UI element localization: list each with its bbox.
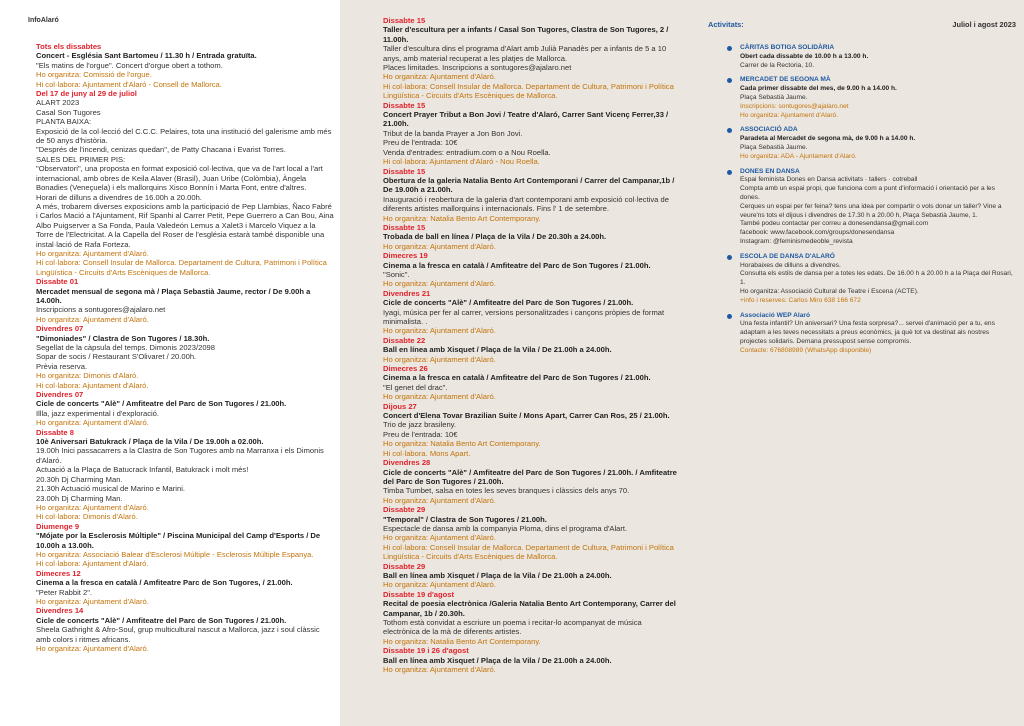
event-date: Dissabte 19 d'agost xyxy=(383,589,455,599)
event-date: Dissabte 15 xyxy=(383,166,426,176)
event-date: Divendres 07 xyxy=(36,390,84,400)
event-title: "Mójate por la Esclerosis Múltiple" / Piscina Municipal del Camp d'Esports / De 10.00h a 13.00h. xyxy=(36,531,321,550)
column-left xyxy=(0,0,340,726)
event-item xyxy=(36,428,334,522)
event-date: Dissabte 15 xyxy=(383,100,426,110)
event-title: Concert Prayer Tribut a Bon Jovi / Teatre d'Alaró, Carrer Sant Vicenç Ferrer,33 / 21.00h. xyxy=(383,110,669,129)
event-title: "Dimoniades" / Clastra de Son Tugores / 18.30h. xyxy=(36,333,210,343)
event-title: Cicle de concerts "Alè" / Amfiteatre del Parc de Son Tugores / 21.00h. xyxy=(36,399,287,409)
event-title: 10è Aniversari Batukrack / Plaça de la Vila / De 19.00h a 02.00h. xyxy=(36,437,264,447)
event-title: Ball en línea amb Xisquet / Plaça de la Vila / De 21.00h a 24.00h. xyxy=(383,570,612,580)
event-organizer: Ho organitza: Dimonis d'Alaró. xyxy=(36,371,139,381)
event-date: Dimecres 12 xyxy=(36,568,81,578)
event-title: Cicle de concerts "Alè" / Amfiteatre del Parc de Son Tugores / 21.00h. / Amfiteatre del Parc de Son Tugores / 21.00h. xyxy=(383,467,677,486)
event-date: Divendres 07 xyxy=(36,324,84,334)
activity-schedule: Obert cada dissabte de 10.00 h a 13.00 h. xyxy=(740,52,869,60)
activity-body: Plaça Sebastià Jaume. xyxy=(740,143,808,151)
event-organizer: Ho organitza: Ajuntament d'Alaró. xyxy=(383,241,496,251)
event-organizer: Ho organitza: Natalia Bento Art Contemporany. xyxy=(383,439,541,449)
event-title: Recital de poesia electrònica /Galeria Natalia Bento Art Contemporany, Carrer del Campanar, 1b / 20.30h. xyxy=(383,599,676,618)
event-date: Divendres 21 xyxy=(383,288,431,298)
activity-organizer: Contacte: 676808989 (WhatsApp disponible) xyxy=(740,346,872,354)
event-organizer: Ho organitza: Ajuntament d'Alaró. xyxy=(383,354,496,364)
activity-schedule: Paradeta al Mercadet de segona mà, de 9.00 h a 14.00 h. xyxy=(740,135,916,143)
activity-item xyxy=(708,44,1016,70)
event-title: Concert - Església Sant Bartomeu / 11.30 h / Entrada gratuïta. xyxy=(36,51,257,61)
event-date: Dissabte 15 xyxy=(383,222,426,232)
event-organizer: Ho organitza: Ajuntament d'Alaró. xyxy=(383,580,496,590)
event-body: "Peter Rabbit 2". xyxy=(36,587,93,597)
event-title: Mercadet mensual de segona mà / Plaça Sebastià Jaume, rector / De 9.00h a 14.00h. xyxy=(36,286,311,305)
event-organizer: Ho organitza: Ajuntament d'Alaró. xyxy=(383,392,496,402)
activity-list xyxy=(708,44,1016,356)
event-date: Divendres 28 xyxy=(383,458,431,468)
event-item xyxy=(383,223,680,251)
activity-heading: ESCOLA DE DANSA D'ALARÓ xyxy=(740,252,835,260)
activity-item xyxy=(708,312,1016,356)
activities-title: Activitats: xyxy=(708,20,744,29)
event-item xyxy=(36,390,334,428)
event-item xyxy=(36,522,334,569)
event-item xyxy=(383,646,680,674)
event-collaborator: Hi col·labora: Consell Insular de Mallorca. Departament de Cultura, Patrimoni i Política Lingüística - Circuits d'Arts Escèniques de Mallorca. xyxy=(383,81,674,101)
event-item xyxy=(36,42,334,89)
event-date: Dimecres 19 xyxy=(383,251,428,261)
event-body: ALART 2023 Casal Son Tugores PLANTA BAIXA: Exposició de la col·lecció del C.C.C. Pelaires, tota una institució del galerisme amb més de 50 anys d'història. "Després de l'incendi, cenizas quedan", de Patty Chacana i Evarist Torres. SALES DEL PRIMER PIS: "Observatori", una proposta en format exposició col·lectiva, que va de l'art local a l'art internacional, amb obres de Keila Alaver (Brasil), Juan Uribe (Colòmbia), Àngela Bonadies (Veneçuela) i els mallorquins Xisco Bonnín i Marta Font, entre d'altres. Horari de dilluns a divendres de 16.00h a 20.00h. A més, trobarem diverses exposicions amb la participació de Pep Llambias, Ñaco Fabré i Carlos Mació a l'Ajuntament, Rif Spanhi al Carrer Petit, Pepe Guerrero a Can Bou, Aina Albo Puigserver a Sa Fonda, Paula Valedeón Lemus a Xalet3 i Marcelo Viquez a la Torre de l'Electricitat. A la Capella del Roser de l'església estarà també disponible una instal·lació de Rafa Forteza. xyxy=(36,98,334,249)
event-body: Segellat de la càpsula del temps. Dimonis 2023/2098 Sopar de socis / Restaurant S'Olivaret / 20.00h. Prèvia reserva. xyxy=(36,343,215,371)
event-body: Tothom està convidat a escriure un poema i recitar-lo acompanyat de música electrònica de la mà de diferents artistes. xyxy=(383,618,642,637)
event-title: Cicle de concerts "Alè" / Amfiteatre del Parc de Son Tugores / 21.00h. xyxy=(383,298,634,308)
event-organizer: Ho organitza: Ajuntament d'Alaró. xyxy=(36,248,149,258)
event-list-middle xyxy=(383,16,680,674)
event-body: Inscripcions a sontugores@ajalaro.net xyxy=(36,305,166,315)
event-item xyxy=(383,402,680,458)
bullet-icon xyxy=(727,128,732,133)
event-body: Sheela Gathright & Afro-Soul, grup multicultural nascut a Mallorca, jazz i soul clàssic amb colors i ritmes africans. xyxy=(36,625,320,644)
event-organizer: Ho organitza: Ajuntament d'Alaró. xyxy=(383,533,496,543)
event-body: 19.00h Inici passacarrers a la Clastra de Son Tugores amb na Marranxa i els Dimonis d'Alaró. Actuació a la Plaça de Batucrack Infantil, Batukrack i molt més! 20.30h Dj Charming Man. 21.30h Actuació musical de Marino e Marini. 23.00h Dj Charming Man. xyxy=(36,446,324,503)
event-item xyxy=(36,89,334,277)
event-item xyxy=(383,251,680,289)
event-collaborator: Hi col·labora: Dimonis d'Alaró. xyxy=(36,512,138,522)
event-body: Tribut de la banda Prayer a Jon Bon Jovi. Preu de l'entrada: 10€ Venda d'entrades: entradium.com o a Nou Roella. xyxy=(383,128,551,157)
event-list-left xyxy=(36,42,334,653)
event-date: Dissabte 22 xyxy=(383,335,426,345)
event-organizer: Ho organitza: Ajuntament d'Alaró. xyxy=(383,665,496,675)
event-item xyxy=(383,101,680,167)
event-title: Trobada de ball en línea / Plaça de la Vila / De 20.30h a 24.00h. xyxy=(383,232,607,242)
event-item xyxy=(36,569,334,607)
event-collaborator: Hi col·labora: Ajuntament d'Alaró - Consell de Mallorca. xyxy=(36,79,222,89)
activity-heading: DONES EN DANSA xyxy=(740,167,800,175)
activity-item xyxy=(708,253,1016,306)
event-date: Dimecres 26 xyxy=(383,364,428,374)
event-title: Ball en línea amb Xisquet / Plaça de la Vila / De 21.00h a 24.00h. xyxy=(383,345,612,355)
event-date: Dissabte 01 xyxy=(36,277,79,287)
event-body: Timba Tumbet, salsa en totes les seves branques i clàssics dels anys 70. xyxy=(383,486,630,496)
event-date: Tots els dissabtes xyxy=(36,42,102,51)
event-title: Cinema a la fresca en català / Amfiteatre Parc de Son Tugores, / 21.00h. xyxy=(36,578,293,588)
event-body: "Els matins de l'orgue". Concert d'orgue obert a tothom. xyxy=(36,60,223,70)
period-date: Juliol i agost 2023 xyxy=(952,20,1016,29)
activity-organizer: Ho organitza: ADA - Ajuntament d'Alaró. xyxy=(740,152,857,160)
event-date: Dissabte 15 xyxy=(383,16,426,25)
event-date: Dissabte 29 xyxy=(383,561,426,571)
activity-organizer: Inscripcions: sontugores@ajalaro.net Ho organitza: Ajuntament d'Alaró. xyxy=(740,102,849,119)
event-organizer: Ho organitza: Ajuntament d'Alaró. xyxy=(383,279,496,289)
event-item xyxy=(383,336,680,364)
brand-label: InfoAlaró xyxy=(28,17,59,24)
event-body: "Sonic". xyxy=(383,269,410,279)
event-date: Dijous 27 xyxy=(383,401,417,411)
event-organizer: Hi col·labora: Ajuntament d'Alaró - Nou Roella. xyxy=(383,157,540,167)
activities-header xyxy=(708,20,1016,29)
event-body: "El genet del drac". xyxy=(383,382,448,392)
event-title: Ball en línea amb Xisquet / Plaça de la Vila / De 21.00h a 24.00h. xyxy=(383,655,612,665)
bullet-icon xyxy=(727,314,732,319)
event-organizer: Ho organitza: Ajuntament d'Alaró. xyxy=(383,72,496,82)
activity-item xyxy=(708,76,1016,120)
event-collaborator: Hi col·labora: Ajuntament d'Alaró. xyxy=(36,380,149,390)
event-body: Inauguració i reobertura de la galeria d'art contemporani amb exposició col·lectiva de diferents artistes mallorquins i internacionals. Fins l' 1 de setembre. xyxy=(383,194,669,214)
event-organizer: Ho organitza: Ajuntament d'Alaró. xyxy=(36,644,149,653)
column-middle xyxy=(340,0,686,726)
activity-heading: MERCADET DE SEGONA MÀ xyxy=(740,76,831,84)
event-body: Taller d'escultura dins el programa d'Alart amb Julià Panadès per a infants de 5 a 10 anys, amb material recuperat a les platjes de Mallorca. Places limitades. Inscripcions a sontugores@ajalaro.net xyxy=(383,44,667,73)
event-item xyxy=(383,458,680,505)
event-body: Illla, jazz experimental i d'exploració. xyxy=(36,408,160,418)
event-title: Cinema a la fresca en català / Amfiteatre del Parc de Son Tugores / 21.00h. xyxy=(383,260,651,270)
event-body: Trio de jazz brasileny. Preu de l'entrada: 10€ xyxy=(383,420,458,439)
event-title: Cinema a la fresca en català / Amfiteatre del Parc de Son Tugores / 21.00h. xyxy=(383,373,651,383)
event-body: Espectacle de dansa amb la companyia Ploma, dins el programa d'Alart. xyxy=(383,523,628,533)
activity-heading: CÀRITAS BOTIGA SOLIDÀRIA xyxy=(740,44,835,51)
bullet-icon xyxy=(727,46,732,51)
event-title: Concert d'Elena Tovar Brazilian Suite / Mons Apart, Carrer Can Ros, 25 / 21.00h. xyxy=(383,411,670,421)
event-organizer: Ho organitza: Natalia Bento Art Contemporany. xyxy=(383,636,541,646)
activity-heading: ASSOCIACIÓ ADA xyxy=(740,126,798,134)
activity-body: Horabaixes de dilluns a divendres. Consulta els estils de dansa per a totes les edats. De 16.00 h a 20.00 h a la Plaça del Rosari, 1. Ho organitza: Associació Cultural de Teatre i Escena (ACTE). xyxy=(740,261,1013,295)
event-item xyxy=(383,167,680,223)
event-item xyxy=(36,606,334,653)
bullet-icon xyxy=(727,170,732,175)
event-organizer: Ho organitza: Ajuntament d'Alaró. xyxy=(36,596,149,606)
event-date: Diumenge 9 xyxy=(36,521,80,531)
activity-body: Plaça Sebastià Jaume. xyxy=(740,93,808,101)
event-collaborator: Hi col·labora: Consell Insular de Mallorca. Departament de Cultura, Patrimoni i Política Lingüística - Circuits d'Arts Escèniques de Mallorca. xyxy=(36,258,327,277)
event-organizer: Ho organitza: Comissió de l'orgue. xyxy=(36,70,152,80)
bullet-icon xyxy=(727,78,732,83)
activity-body: Espai feminista Dones en Dansa activitats · tallers · cotreball Compta amb un espai propi, que funciona com a punt d'informació i orientació per a les dones. Cerques un espai per fer feina? tens una idea per compartir o vols donar un taller? Vine a veure'ns tots el dijous i divendres de 17.30 h a 20.00 h, Plaça Sebastià Jaume, 1. També podeu contactar per correu a donesendansa@gmail.com facebook: www.facebook.com/groups/donesendansa Instagram: @feminismedeoble_revista xyxy=(740,176,1002,245)
event-collaborator: Hi col·labora: Ajuntament d'Alaró. xyxy=(36,559,149,569)
event-title: Taller d'escultura per a infants / Casal Son Tugores, Clastra de Son Tugores, 2 / 11.00h. xyxy=(383,25,669,44)
activity-body: Una festa infantil? Un aniversari? Una festa sorpresa?... servei d'animació per a tu, ens adaptam a les teves necessitats a preus econòmics, ja què tot va destinat als nostres projectes solidaris. Demana pressupost sense compromís. xyxy=(740,320,995,345)
event-organizer: Ho organitza: Ajuntament d'Alaró. xyxy=(36,314,149,324)
event-item xyxy=(383,562,680,590)
event-item xyxy=(383,505,680,561)
event-title: Obertura de la galeria Natalia Bento Art Contemporani / Carrer del Campanar,1b / De 19.00h a 21.00h. xyxy=(383,175,675,195)
event-item xyxy=(383,364,680,402)
event-item xyxy=(36,277,334,324)
event-collaborator: Hi col·labora: Consell Insular de Mallorca. Departament de Cultura, Patrimoni i Política Lingüística - Circuits d'Arts Escèniques de Mallorca. xyxy=(383,542,674,562)
event-item xyxy=(383,16,680,101)
event-organizer: Ho organitza: Natalia Bento Art Contemporany. xyxy=(383,213,541,223)
activity-heading: Associació WEP Alaró xyxy=(740,311,810,319)
event-organizer: Ho organitza: Ajuntament d'Alaró. xyxy=(36,418,149,428)
event-item xyxy=(383,289,680,336)
event-date: Del 17 de juny al 29 de juliol xyxy=(36,89,137,99)
event-organizer: Ho organitza: Ajuntament d'Alaró. xyxy=(383,495,496,505)
activity-organizer: +info i reserves: Carlos Miro 638 166 672 xyxy=(740,296,861,304)
column-right xyxy=(686,0,1024,726)
event-date: Divendres 14 xyxy=(36,606,84,616)
event-organizer: Ho organitza: Ajuntament d'Alaró. xyxy=(36,502,149,512)
activity-schedule: Cada primer dissabte del mes, de 9.00 h a 14.00 h. xyxy=(740,85,897,93)
event-item xyxy=(36,324,334,390)
event-date: Dissabte 19 i 26 d'agost xyxy=(383,646,469,656)
event-organizer: Ho organitza: Ajuntament d'Alaró. xyxy=(383,326,496,336)
event-date: Dissabte 8 xyxy=(36,427,74,437)
event-body: Iyagi, música per fer al carrer, versions personalitzades i cançons pròpies de format minimalista. . xyxy=(383,307,665,326)
event-date: Dissabte 29 xyxy=(383,505,426,515)
event-item xyxy=(383,590,680,646)
activity-body: Carrer de la Rectoria, 10. xyxy=(740,61,815,69)
event-title: "Temporal" / Clastra de Son Tugores / 21.00h. xyxy=(383,514,547,524)
event-title: Cicle de concerts "Alè" / Amfiteatre del Parc de Son Tugores / 21.00h. xyxy=(36,615,287,625)
event-organizer: Ho organitza: Associació Balear d'Esclerosi Múltiple - Esclerosis Múltiple Espanya. xyxy=(36,549,314,559)
activity-item xyxy=(708,168,1016,247)
event-collaborator: Hi col·labora. Mons Apart. xyxy=(383,448,471,458)
activity-item xyxy=(708,126,1016,161)
bullet-icon xyxy=(727,255,732,260)
